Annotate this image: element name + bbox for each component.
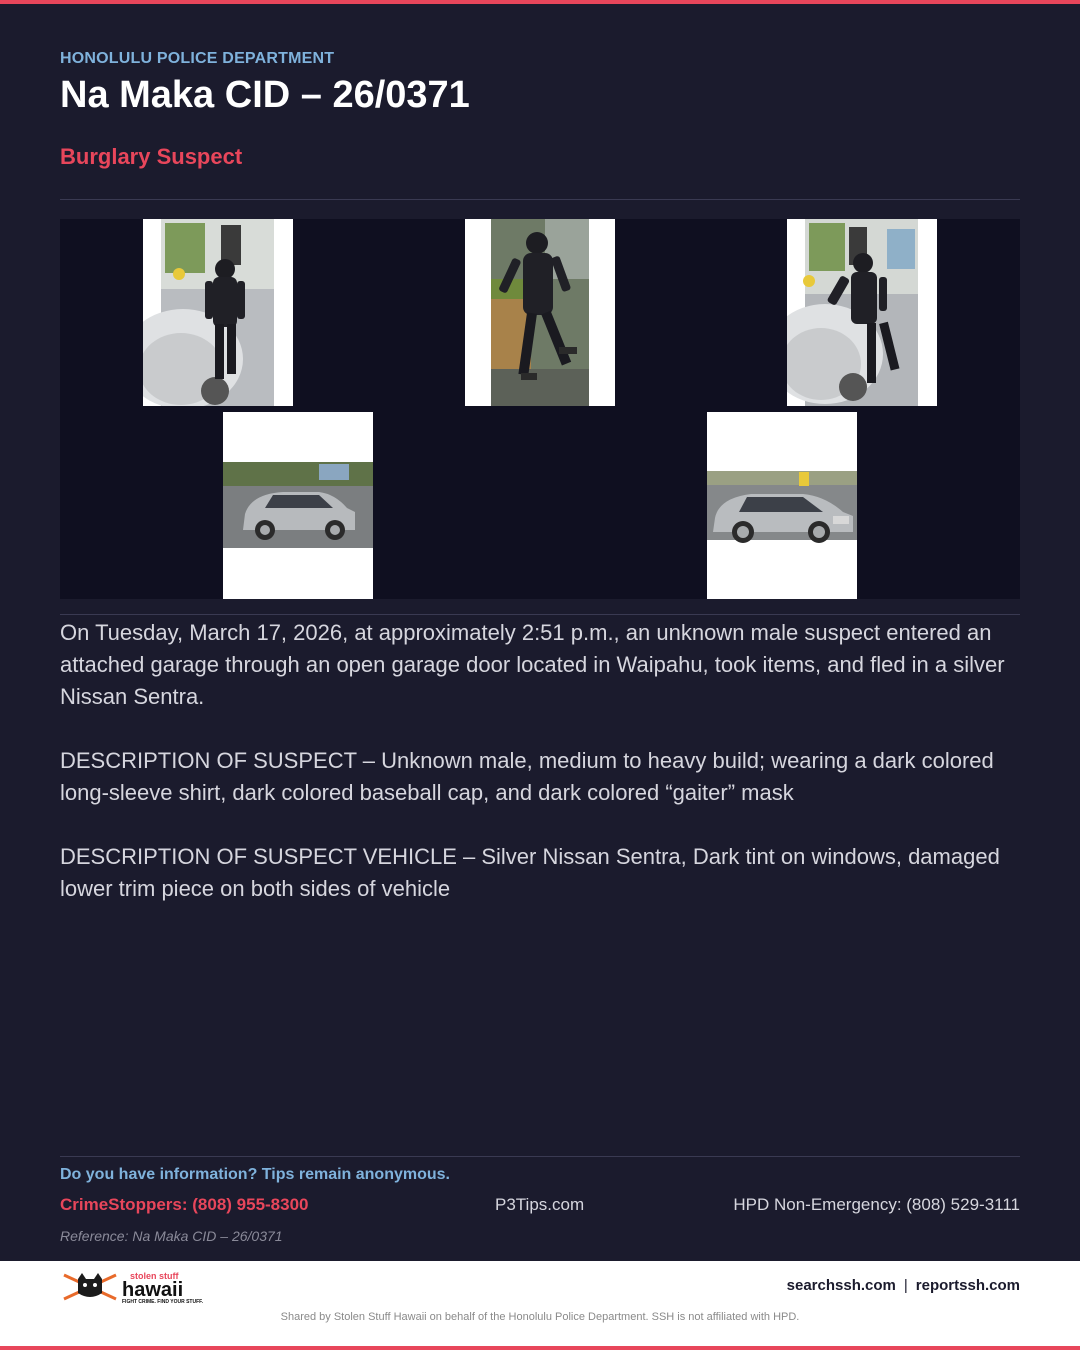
disclaimer: Shared by Stolen Stuff Hawaii on behalf of the Honolulu Police Department. SSH is not affiliated with HPD. [280, 1311, 800, 1323]
department-label: HONOLULU POLICE DEPARTMENT [60, 50, 335, 67]
photo-gallery [60, 219, 1020, 599]
suspect-photo-3[interactable] [787, 219, 937, 406]
bottom-accent-bar [0, 1346, 1080, 1350]
tips-prompt: Do you have information? Tips remain anonymous. [60, 1166, 450, 1183]
crimestoppers-phone[interactable]: CrimeStoppers: (808) 955-8300 [60, 1195, 309, 1214]
suspect-photo-2[interactable] [465, 219, 615, 406]
suspect-description: DESCRIPTION OF SUSPECT – Unknown male, medium to heavy build; wearing a dark colored long-sleeve shirt, dark colored baseball cap, and dark colored “gaiter” mask [60, 748, 994, 805]
footer [0, 1261, 1080, 1346]
vehicle-photo-1[interactable] [223, 412, 373, 599]
svg-text:stolen stuff: stolen stuff [130, 1271, 179, 1281]
stolen-stuff-hawaii-logo [62, 1269, 204, 1305]
p3tips-link[interactable]: P3Tips.com [495, 1195, 585, 1214]
top-accent-bar [0, 0, 1080, 4]
case-reference: Reference: Na Maka CID – 26/0371 [60, 1228, 283, 1244]
vehicle-description: DESCRIPTION OF SUSPECT VEHICLE – Silver Nissan Sentra, Dark tint on windows, damaged lower trim piece on both sides of vehicle [60, 844, 1000, 901]
divider [60, 199, 1020, 200]
page-title: Na Maka CID – 26/0371 [60, 74, 470, 116]
search-link[interactable]: searchssh.com [786, 1277, 896, 1294]
suspect-photo-1[interactable] [143, 219, 293, 406]
vehicle-photo-2[interactable] [707, 412, 857, 599]
svg-text:hawaii: hawaii [122, 1279, 184, 1301]
case-type-label: Burglary Suspect [60, 144, 243, 169]
link-separator: | [903, 1277, 908, 1294]
report-link[interactable]: reportssh.com [915, 1277, 1020, 1294]
footer-links [787, 1277, 1020, 1294]
hpd-non-emergency-phone[interactable]: HPD Non-Emergency: (808) 529-3111 [733, 1195, 1020, 1214]
svg-text:FIGHT CRIME. FIND YOUR STUFF.: FIGHT CRIME. FIND YOUR STUFF. [122, 1299, 204, 1305]
incident-summary: On Tuesday, March 17, 2026, at approximately 2:51 p.m., an unknown male suspect entered an attached garage through an open garage door located in Waipahu, took items, and fled in a silver Nissan Sentra. [60, 620, 1005, 709]
divider [60, 1156, 1020, 1157]
divider [60, 614, 1020, 615]
case-details [60, 617, 1020, 937]
